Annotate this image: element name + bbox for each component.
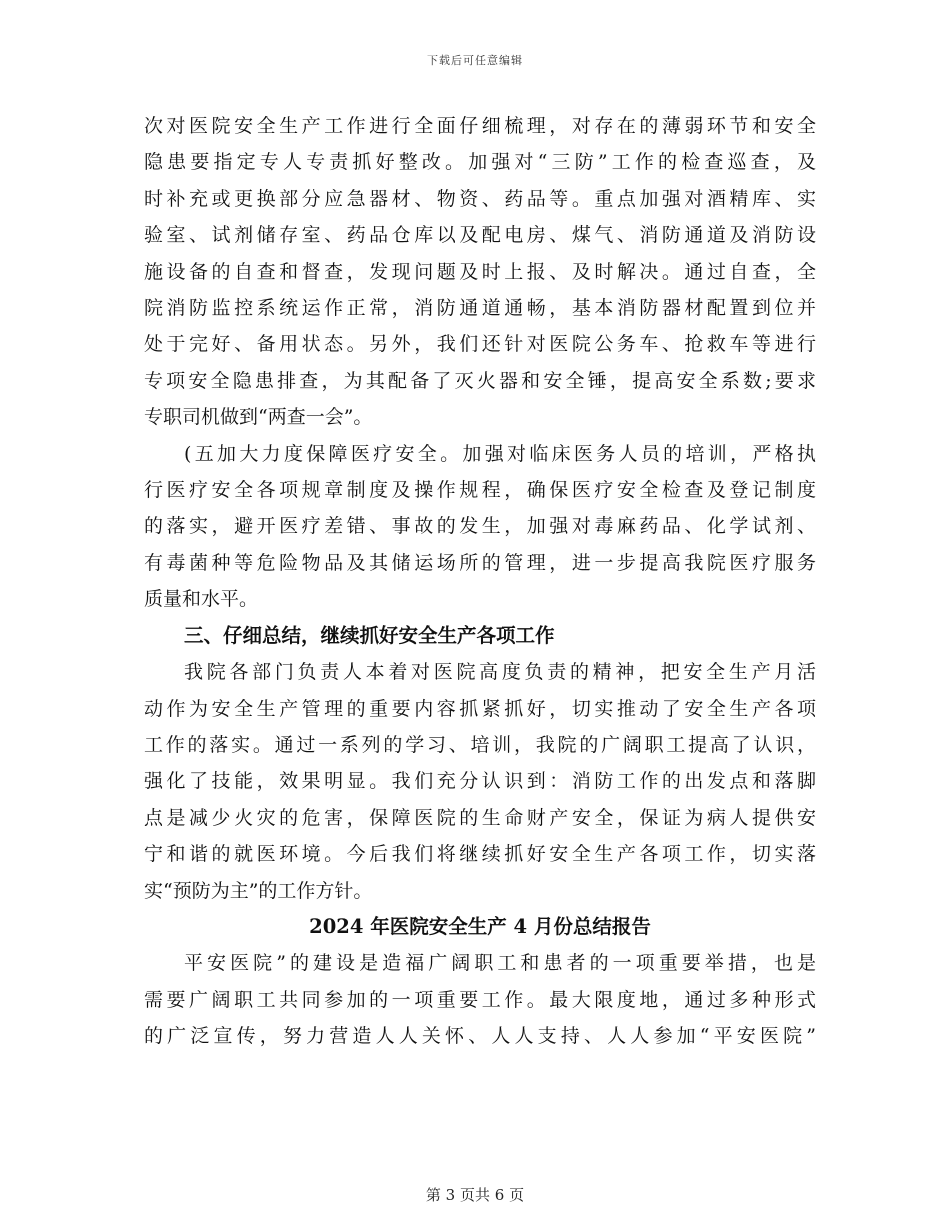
text-line: 时补充或更换部分应急器材、物资、药品等。重点加强对酒精库、实 (144, 187, 816, 210)
text-line: 次对医院安全生产工作进行全面仔细梳理，对存在的薄弱环节和安全 (144, 115, 816, 137)
page-footer: 第 3 页共 6 页 (425, 1186, 525, 1204)
text-line: 专项安全隐患排查，为其配备了灭火器和安全锤，提高安全系数;要求 (144, 369, 816, 392)
text-line: 强化了技能，效果明显。我们充分认识到：消防工作的出发点和落脚 (144, 770, 816, 793)
text-line: 有毒菌种等危险物品及其储运场所的管理，进一步提高我院医疗服务 (144, 551, 816, 574)
text-line: 平安医院”的建设是造福广阔职工和患者的一项重要举措，也是 (184, 952, 816, 975)
section-heading-summary: 三、仔细总结，继续抓好安全生产各项工作 (184, 623, 555, 647)
text-line: 动作为安全生产管理的重要内容抓紧抓好，切实推动了安全生产各项 (144, 697, 816, 720)
text-line: 工作的落实。通过一系列的学习、培训，我院的广阔职工提高了认识， (144, 733, 816, 756)
paragraph-summary (144, 654, 816, 909)
paragraph-fire-safety (144, 108, 816, 436)
text-line: 施设备的自查和督查，发现问题及时上报、及时解决。通过自查，全 (144, 260, 816, 283)
report-title: 2024 年医院安全生产 4 月份总结报告 (309, 914, 651, 938)
paragraph-safe-hospital (144, 945, 816, 1054)
text-line: 宁和谐的就医环境。今后我们将继续抓好安全生产各项工作，切实落 (144, 843, 816, 866)
text-line: 行医疗安全各项规章制度及操作规程，确保医疗安全检查及登记制度 (144, 479, 816, 502)
text-line: 实“预防为主”的工作方针。 (144, 879, 373, 902)
paragraph-medical-safety (144, 436, 816, 618)
page-header: 下载后可任意编辑 (427, 54, 523, 67)
text-line: 院消防监控系统运作正常，消防通道通畅，基本消防器材配置到位并 (144, 297, 816, 320)
text-line: 我院各部门负责人本着对医院高度负责的精神，把安全生产月活 (184, 661, 816, 684)
text-line: 隐患要指定专人专责抓好整改。加强对“三防”工作的检查巡查，及 (144, 151, 816, 174)
text-line: 的落实，避开医疗差错、事故的发生，加强对毒麻药品、化学试剂、 (144, 515, 816, 538)
text-line: 处于完好、备用状态。另外，我们还针对医院公务车、抢救车等进行 (144, 333, 816, 356)
text-line: (五加大力度保障医疗安全。加强对临床医务人员的培训，严格执 (184, 442, 816, 465)
text-line: 需要广阔职工共同参加的一项重要工作。最大限度地，通过多种形式 (144, 988, 816, 1011)
text-line: 验室、试剂储存室、药品仓库以及配电房、煤气、消防通道及消防设 (144, 224, 816, 247)
document-body (144, 108, 816, 1055)
text-line: 的广泛宣传，努力营造人人关怀、人人支持、人人参加“平安医院” (144, 1025, 816, 1048)
text-line: 点是减少火灾的危害，保障医院的生命财产安全，保证为病人提供安 (144, 806, 816, 829)
text-line: 专职司机做到“两查一会”。 (144, 406, 373, 429)
text-line: 质量和水平。 (144, 588, 259, 611)
